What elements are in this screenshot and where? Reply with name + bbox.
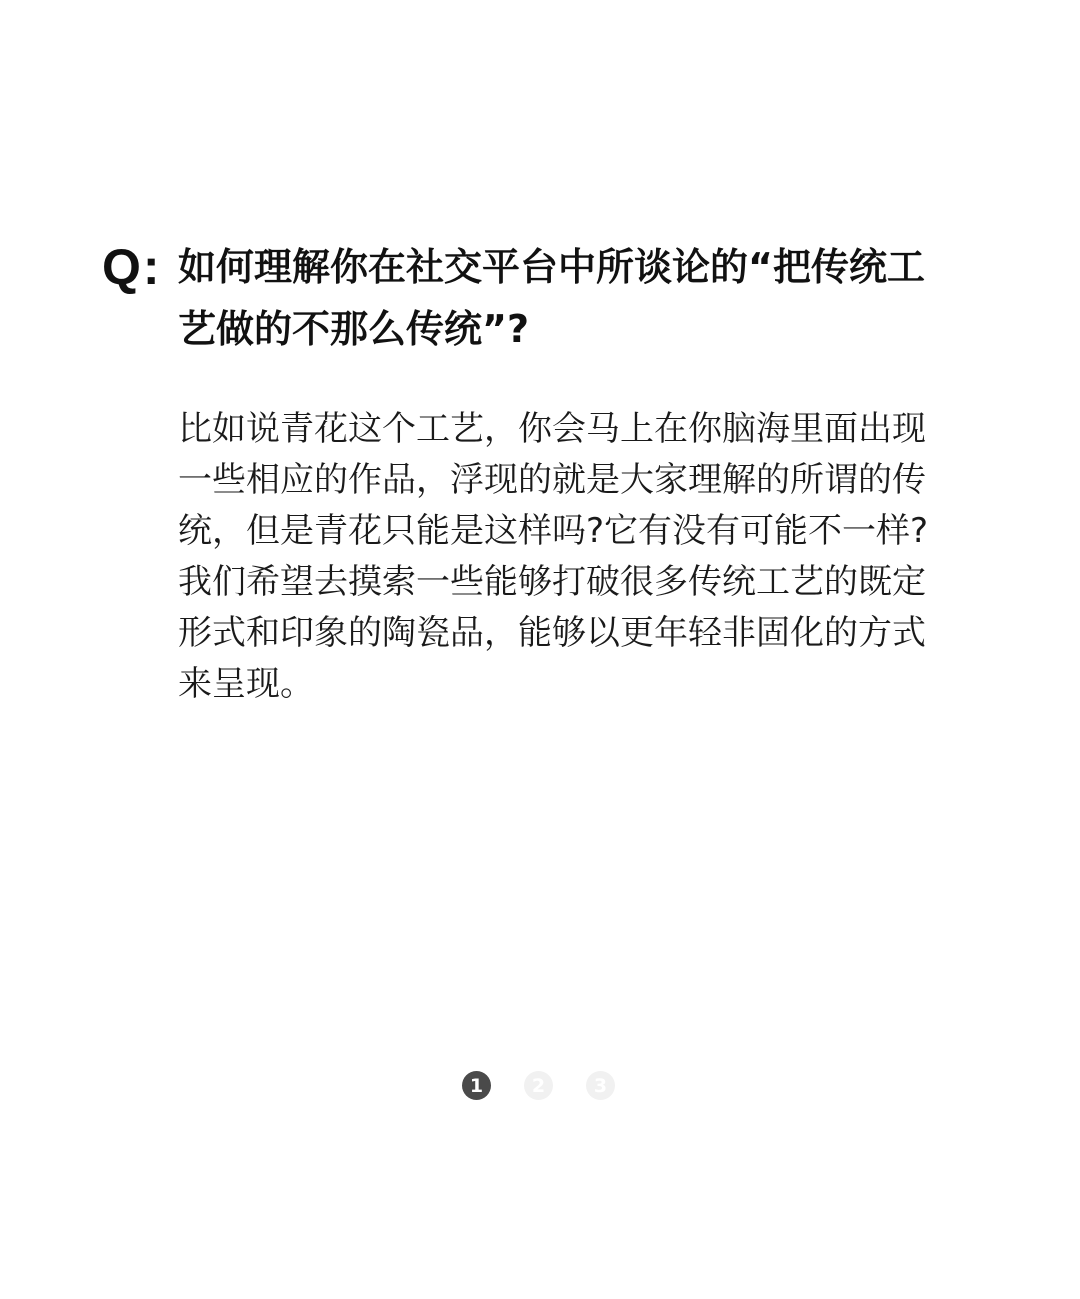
pagination [462, 1071, 615, 1100]
question-title: 如何理解你在社交平台中所谈论的“把传统工艺做的不那么传统”? [178, 245, 925, 351]
page-indicator-3[interactable]: 3 [586, 1071, 615, 1100]
page-indicator-1[interactable]: 1 [462, 1071, 491, 1100]
page-indicator-2[interactable]: 2 [524, 1071, 553, 1100]
answer-paragraph: 比如说青花这个工艺，你会马上在你脑海里面出现一些相应的作品，浮现的就是大家理解的所谓的传统，但是青花只能是这样吗?它有没有可能不一样?我们希望去摸索一些能够打破很多传统工艺的既定形式和印象的陶瓷品，能够以更年轻非固化的方式来呈现。 [178, 409, 929, 704]
question-block [102, 236, 962, 360]
question-marker: Q: [102, 239, 162, 295]
